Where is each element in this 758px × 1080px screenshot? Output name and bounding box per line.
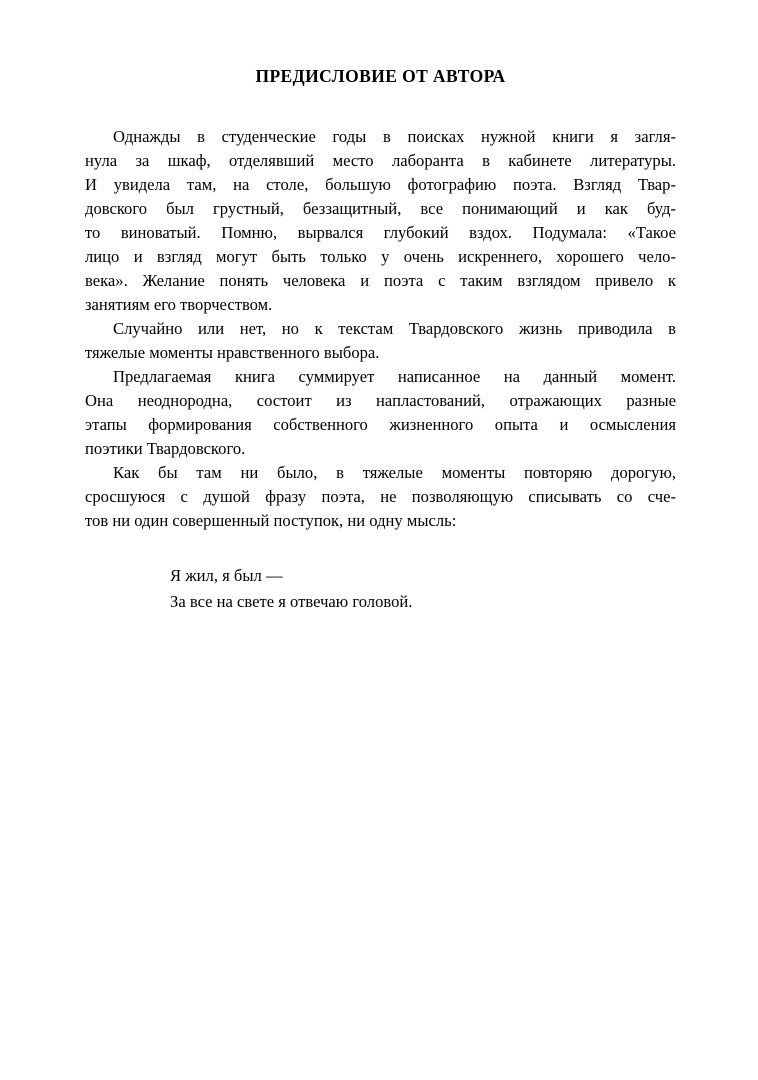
page-title: ПРЕДИСЛОВИЕ ОТ АВТОРА [255,66,506,86]
paragraph [85,461,676,533]
paragraph [85,365,676,461]
text-line: И увидела там, на столе, большую фотографию поэта. Взгляд Твар- [85,175,676,194]
text-line: довского был грустный, беззащитный, все понимающий и как буд- [85,199,676,218]
text-line: Предлагаемая книга суммирует написанное на данный момент. [113,367,676,386]
text-line: тяжелые моменты нравственного выбора. [85,343,380,362]
paragraph [85,125,676,317]
text-line: Случайно или нет, но к текстам Твардовского жизнь приводила в [113,319,676,338]
text-line: века». Желание понять человека и поэта с таким взглядом привело к [85,271,676,290]
paragraph [85,317,676,365]
text-line: Однажды в студенческие годы в поисках нужной книги я загля- [113,127,676,146]
text-line: Как бы там ни было, в тяжелые моменты повторяю дорогую, [113,463,676,482]
poem-line: Я жил, я был — [170,566,283,585]
text-line: то виноватый. Помню, вырвался глубокий вздох. Подумала: «Такое [85,223,676,242]
poem-line: За все на свете я отвечаю головой. [170,592,413,611]
text-line: поэтики Твардовского. [85,439,246,458]
text-line: Она неоднородна, состоит из напластований, отражающих разные [85,391,676,410]
poem-quote [85,563,676,615]
text-line: лицо и взгляд могут быть только у очень искреннего, хорошего чело- [85,247,676,266]
text-line: занятиям его творчеством. [85,295,273,314]
text-line: сросшуюся с душой фразу поэта, не позволяющую списывать со сче- [85,487,676,506]
text-line: этапы формирования собственного жизненного опыта и осмысления [85,415,676,434]
text-line: тов ни один совершенный поступок, ни одну мысль: [85,511,457,530]
text-line: нула за шкаф, отделявший место лаборанта в кабинете литературы. [85,151,676,170]
body-text [85,125,676,533]
